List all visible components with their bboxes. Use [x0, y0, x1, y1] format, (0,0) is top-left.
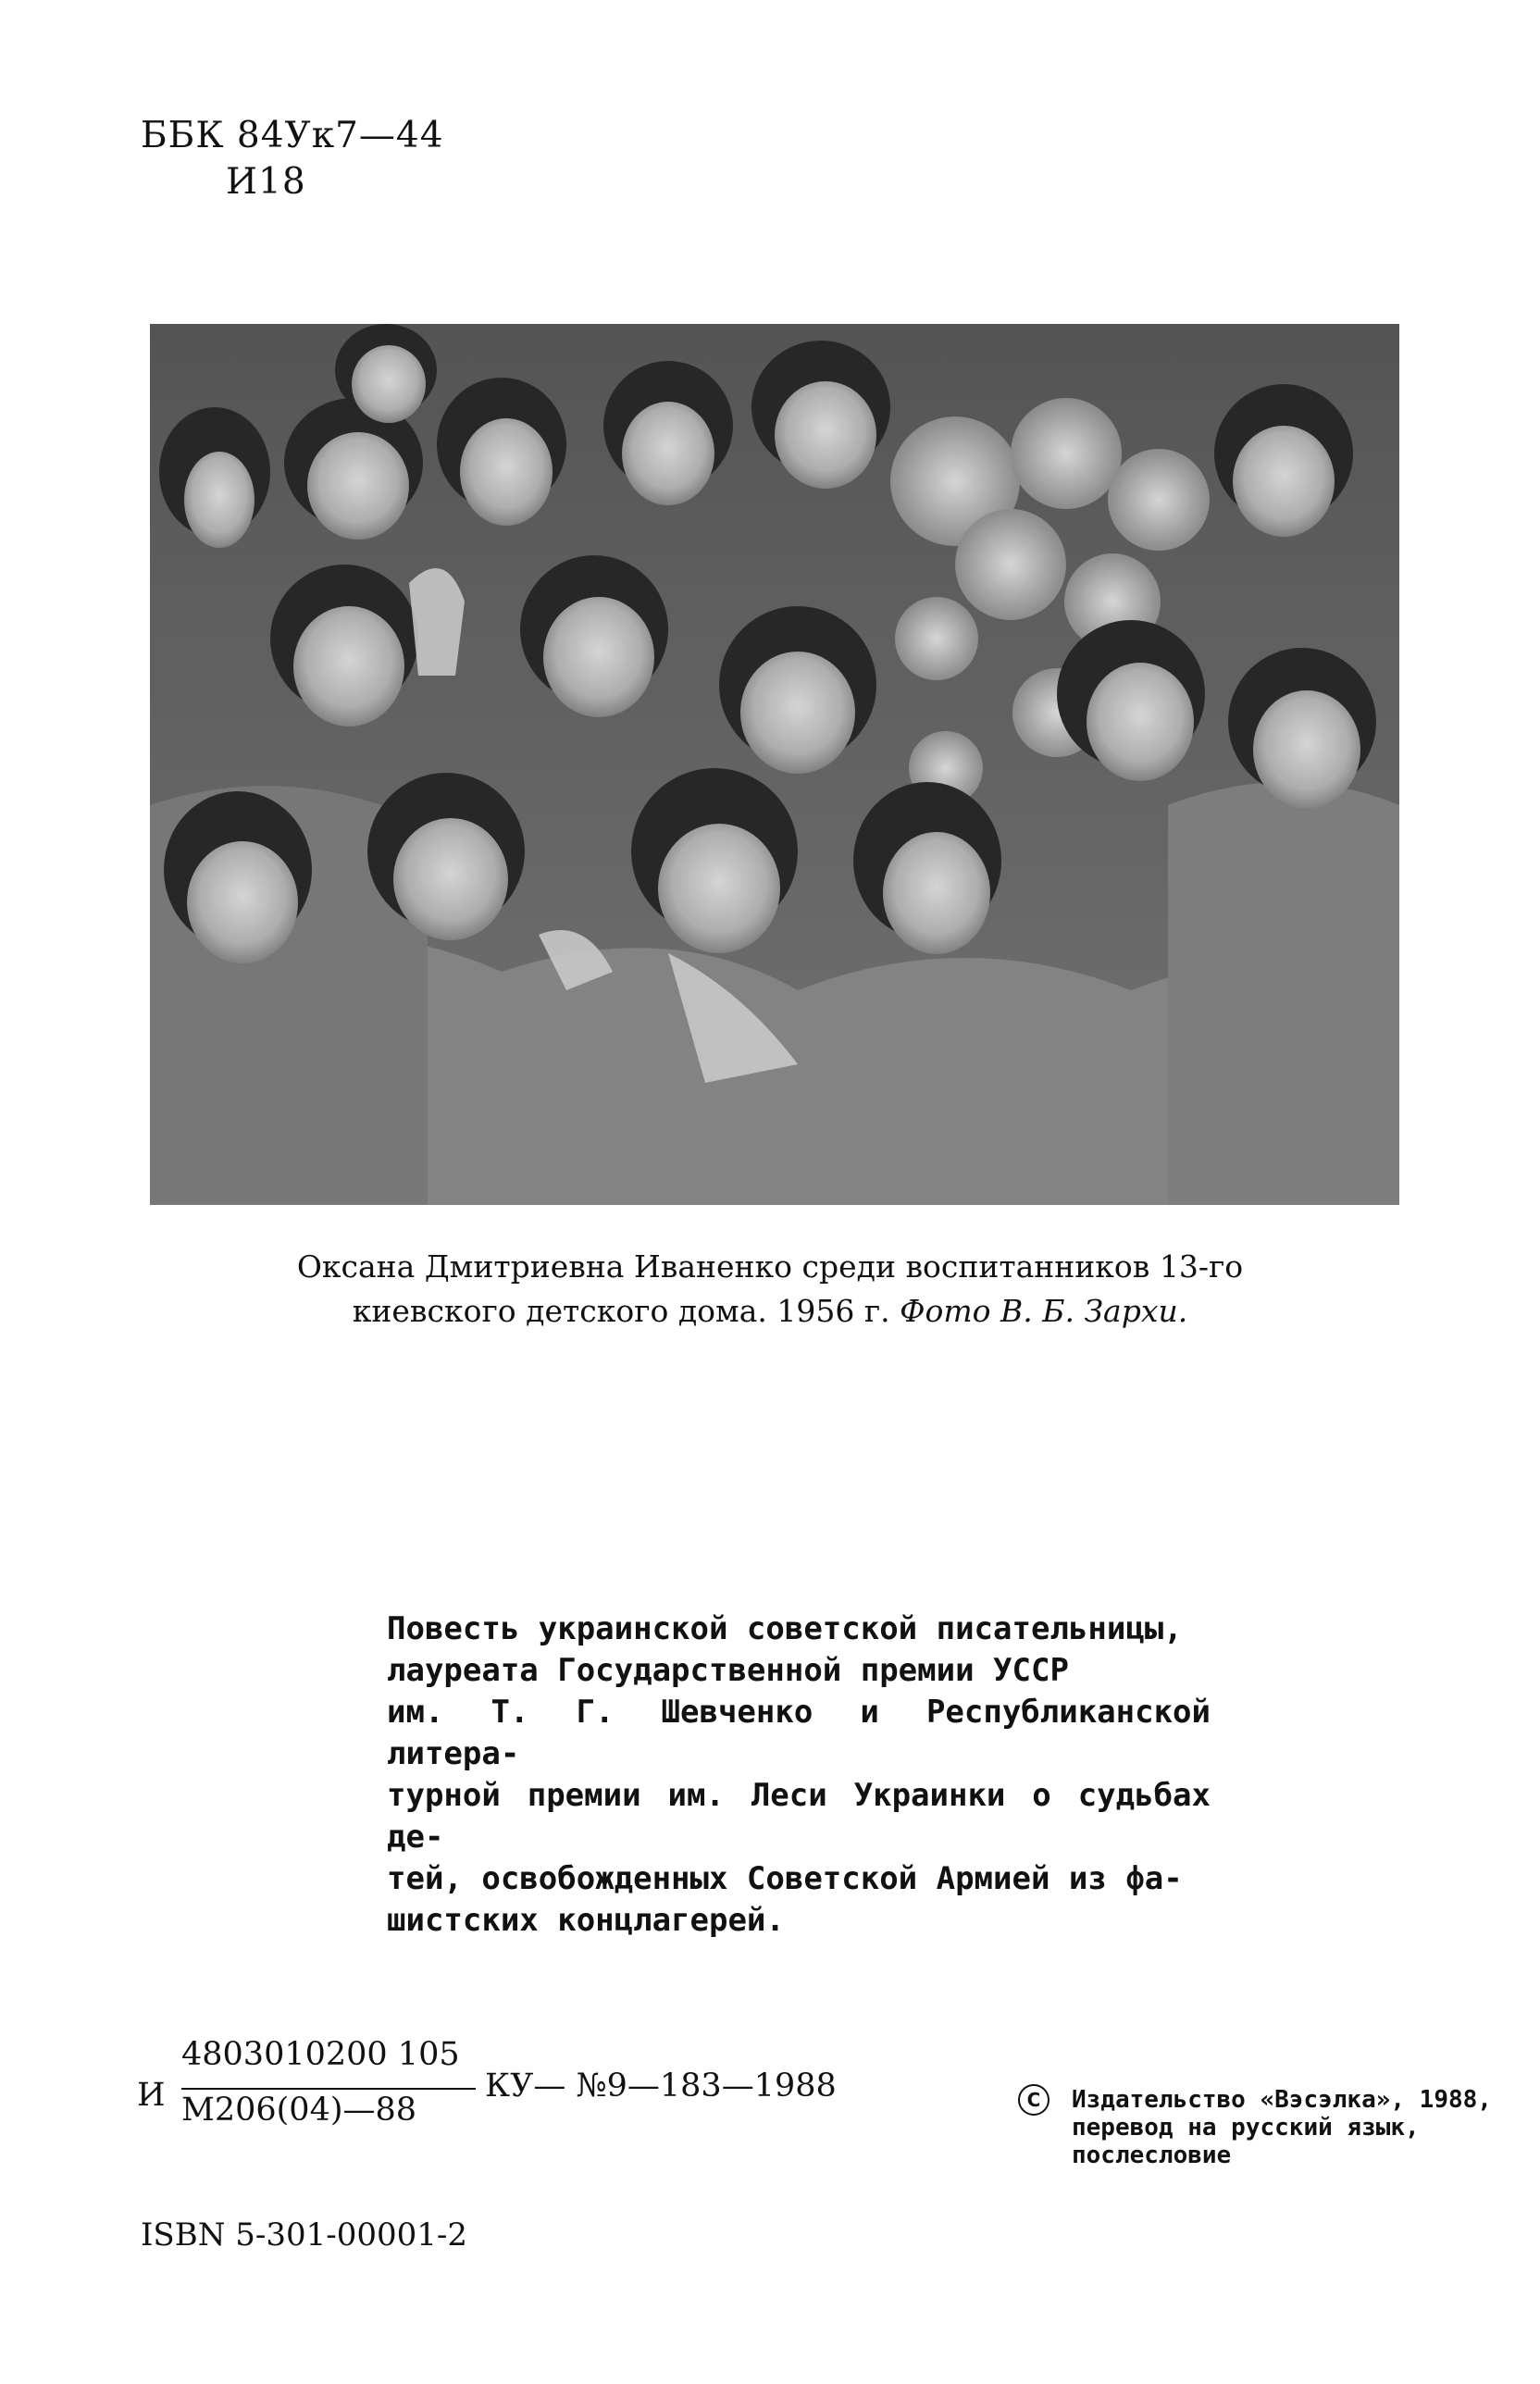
caption-line-2: [185, 1289, 1355, 1334]
annotation-line: Повесть украинской советской писательницы,: [387, 1610, 1183, 1647]
copyright-line: послесловие: [1072, 2142, 1232, 2169]
annotation-line: им. Т. Г. Шевченко и Республиканской литера-: [387, 1694, 1211, 1772]
copyright-line: Издательство «Вэсэлка», 1988,: [1072, 2086, 1492, 2114]
annotation-line: турной премии им. Леси Украинки о судьбах де-: [387, 1777, 1211, 1856]
imprint-denominator: М206(04)—88: [181, 2092, 417, 2129]
copyright-line: перевод на русский язык,: [1072, 2114, 1420, 2142]
imprint-numerator: 4803010200 105: [181, 2036, 460, 2073]
caption-line-1: Оксана Дмитриевна Иваненко среди воспитанников 13-го: [296, 1248, 1244, 1285]
annotation-line: лауреата Государственной премии УССР: [387, 1652, 1069, 1689]
caption-text: киевского детского дома. 1956 г.: [352, 1293, 890, 1329]
copyright-icon: C: [1018, 2084, 1049, 2116]
annotation-line: шистских концлагерей.: [387, 1902, 785, 1939]
bbk-code: ББК 84Ук7—44: [141, 115, 444, 156]
imprint-series: КУ— №9—183—1988: [485, 2067, 837, 2105]
bbk-classification: [141, 113, 444, 205]
isbn: ISBN 5-301-00001-2: [141, 2216, 468, 2254]
fraction-rule: [181, 2088, 476, 2090]
group-photograph: [150, 324, 1399, 1205]
imprint-letter: И: [137, 2077, 166, 2114]
author-mark: И18: [226, 161, 306, 203]
book-annotation: [387, 1608, 1211, 1942]
photo-caption: [185, 1245, 1355, 1334]
annotation-line: тей, освобожденных Советской Армией из фа-: [387, 1860, 1183, 1897]
photo-credit: Фото В. Б. Зархи.: [900, 1293, 1188, 1329]
